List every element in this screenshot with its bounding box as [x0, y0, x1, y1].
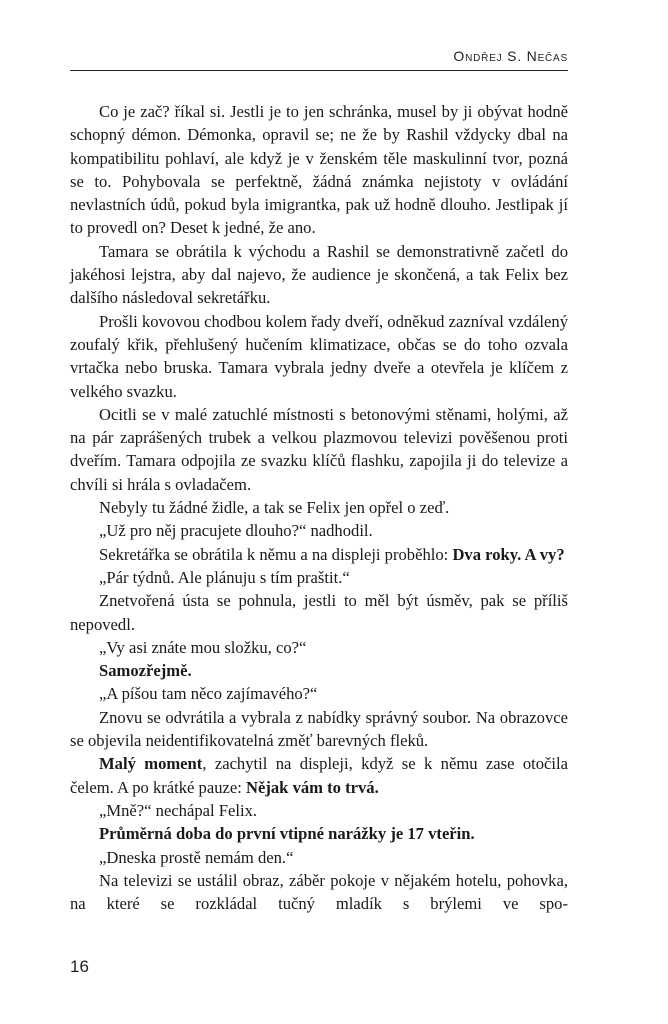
paragraph: Znovu se odvrátila a vybrala z nabídky správný soubor. Na obrazovce se objevila neidentifikovatelná změť barevných fleků.	[70, 707, 568, 751]
display-message-paragraph	[70, 822, 568, 845]
dialogue-paragraph: „A píšou tam něco zajímavého?“	[99, 684, 318, 704]
paragraph: Nebyly tu žádné židle, a tak se Felix jen opřel o zeď.	[99, 498, 450, 518]
paragraph	[70, 543, 568, 566]
paragraph: Tamara se obrátila k východu a Rashil se demonstrativně začetl do jakéhosi lejstra, aby dal najevo, že audience je skončená, a tak Felix bez dalšího následoval sekretářku.	[70, 241, 568, 308]
paragraph: Na televizi se ustálil obraz, záběr pokoje v nějakém hotelu, pohovka, na které se rozkládal tučný mladík s brýlemi ve spo-	[70, 870, 568, 914]
paragraph: Co je zač? říkal si. Jestli je to jen schránka, musel by ji obývat hodně schopný démon. Démonka, opravil se; ne že by Rashil vždycky dbal na kompatibilitu pohlaví, ale když je v ženském těle maskulinní tvor, pozná se to. Pohybovala se perfektně, žádná známka nejistoty v ovládání nevlastních údů, pokud byla imigrantka, pak už hodně dlouho. Jestlipak jí to provedl on? Deset k jedné, že ano.	[70, 102, 568, 238]
text-body	[70, 100, 568, 915]
display-message: Samozřejmě.	[99, 661, 192, 681]
page-number: 16	[70, 957, 89, 976]
dialogue-paragraph: „Už pro něj pracujete dlouho?“ nadhodil.	[99, 521, 373, 541]
display-message: Malý moment	[99, 754, 203, 774]
paragraph: Znetvořená ústa se pohnula, jestli to měl být úsměv, pak se příliš nepovedl.	[70, 591, 568, 634]
paragraph-text: Sekretářka se obrátila k němu a na displeji proběhlo:	[99, 544, 453, 564]
running-header	[70, 42, 568, 71]
dialogue-paragraph: „Vy asi znáte mou složku, co?“	[99, 637, 307, 657]
display-message-paragraph	[70, 659, 568, 682]
paragraph: Prošli kovovou chodbou kolem řady dveří, odněkud zazníval vzdálený zoufalý křik, přehlušený hučením klimatizace, občas se do toho ozvala vrtačka nebo bruska. Tamara vybrala jedny dveře a otevřela je klíčem z velkého svazku.	[70, 311, 568, 401]
display-message: Nějak vám to trvá.	[246, 777, 379, 797]
paragraph: Ocitli se v malé zatuchlé místnosti s betonovými stěnami, holými, až na pár zaprášených trubek a velkou plazmovou televizi pověšenou proti dveřím. Tamara odpojila ze svazku klíčů flashku, zapojila ji do televize a chvíli si hrála s ovladačem.	[70, 404, 568, 494]
dialogue-paragraph: „Pár týdnů. Ale plánuju s tím praštit.“	[99, 567, 350, 587]
paragraph	[70, 752, 568, 799]
dialogue-paragraph: „Dneska prostě nemám den.“	[99, 847, 294, 867]
dialogue-paragraph: „Mně?“ nechápal Felix.	[99, 800, 258, 820]
header-author: Ondřej S. Nečas	[453, 48, 568, 64]
paragraph-text: , zachytil na displeji, když se k němu zase otočila čelem. A po krátké pauze:	[70, 754, 569, 797]
display-message: Průměrná doba do první vtipné narážky je 17 vteřin.	[99, 824, 475, 844]
display-message: Dva roky. A vy?	[452, 544, 565, 564]
